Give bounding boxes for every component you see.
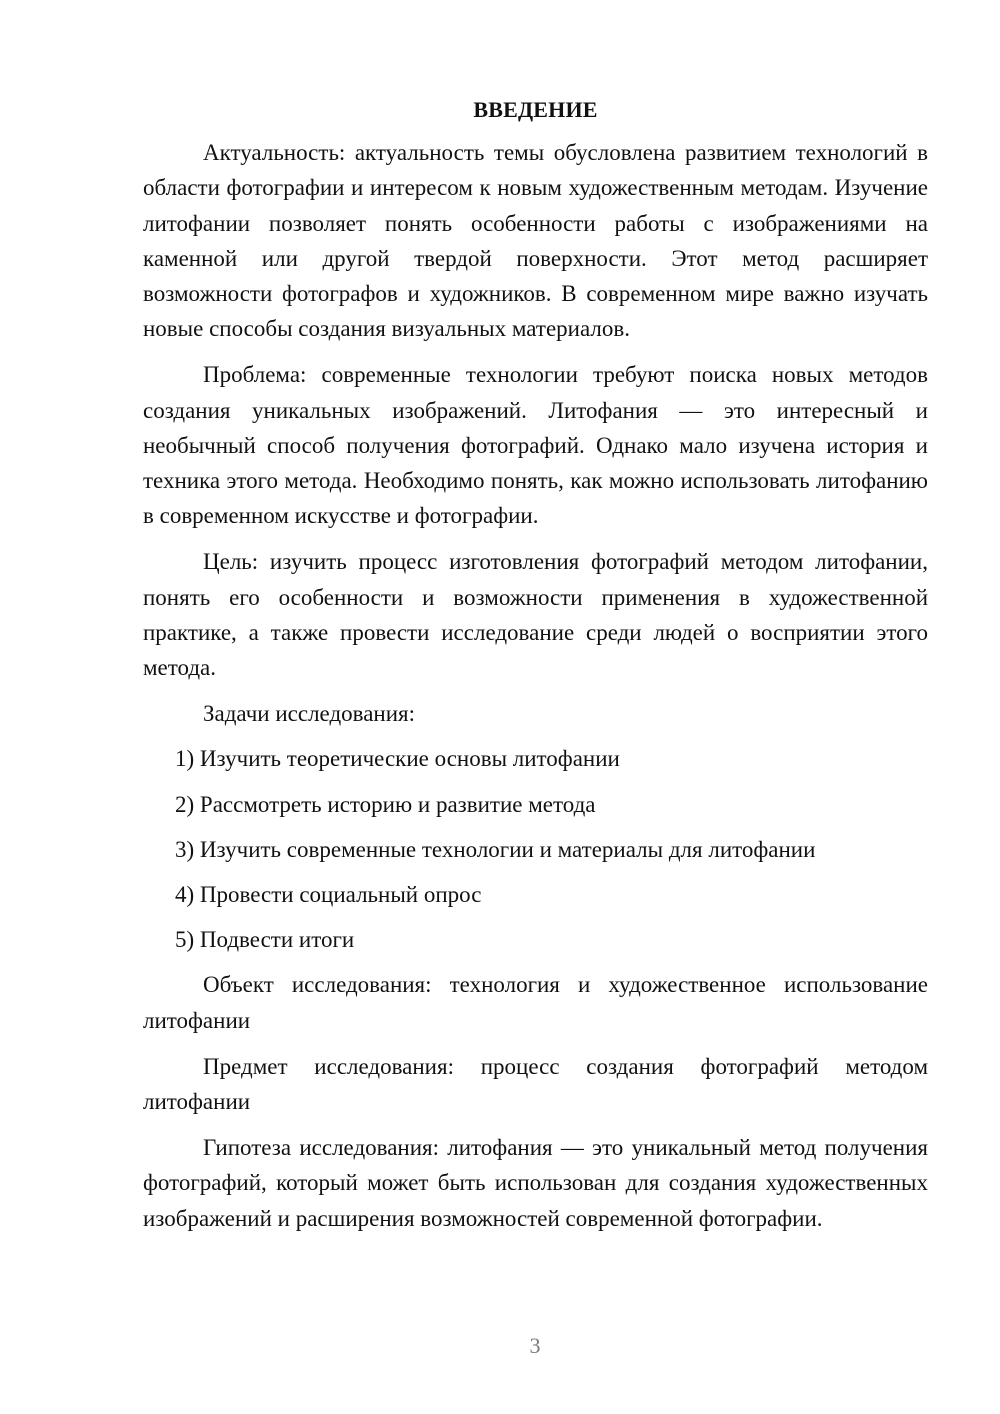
list-item: 1) Изучить теоретические основы литофании — [175, 746, 620, 772]
list-item: 4) Провести социальный опрос — [175, 882, 482, 908]
paragraph-problem: Проблема: современные технологии требуют поиска новых методов создания уникальных изображений. Литофания — это интересный и необычный способ получения фотографий. Однако мало изучена история и техника этого метода. Необходимо понять, как можно использовать литофанию в современном искусстве и фотографии. — [143, 362, 928, 529]
page-title: ВВЕДЕНИЕ — [473, 97, 598, 122]
paragraph-goal: Цель: изучить процесс изготовления фотографий методом литофании, понять его особенности и возможности применения в художественной практике, а также провести исследование среди людей о восприятии этого метода. — [143, 549, 928, 681]
list-item: 3) Изучить современные технологии и материалы для литофании — [175, 836, 816, 862]
tasks-list — [143, 741, 928, 957]
page-content — [143, 92, 928, 1236]
tasks-heading: Задачи исследования: — [203, 701, 416, 727]
list-item: 5) Подвести итоги — [175, 927, 355, 953]
page-number: 3 — [529, 1333, 541, 1358]
list-item: 2) Рассмотреть историю и развитие метода — [175, 791, 596, 817]
paragraph-relevance: Актуальность: актуальность темы обусловлена развитием технологий в области фотографии и интересом к новым художественным методам. Изучение литофании позволяет понять особенности работы с изображениями на каменной или другой твердой поверхности. Этот метод расширяет возможности фотографов и художников. В современном мире важно изучать новые способы создания визуальных материалов. — [143, 140, 928, 342]
paragraph-hypothesis: Гипотеза исследования: литофания — это уникальный метод получения фотографий, который может быть использован для создания художественных изображений и расширения возможностей современной фотографии. — [143, 1135, 928, 1231]
paragraph-subject: Предмет исследования: процесс создания фотографий методом литофании — [143, 1053, 928, 1115]
paragraph-object: Объект исследования: технология и художественное использование литофании — [143, 972, 928, 1033]
